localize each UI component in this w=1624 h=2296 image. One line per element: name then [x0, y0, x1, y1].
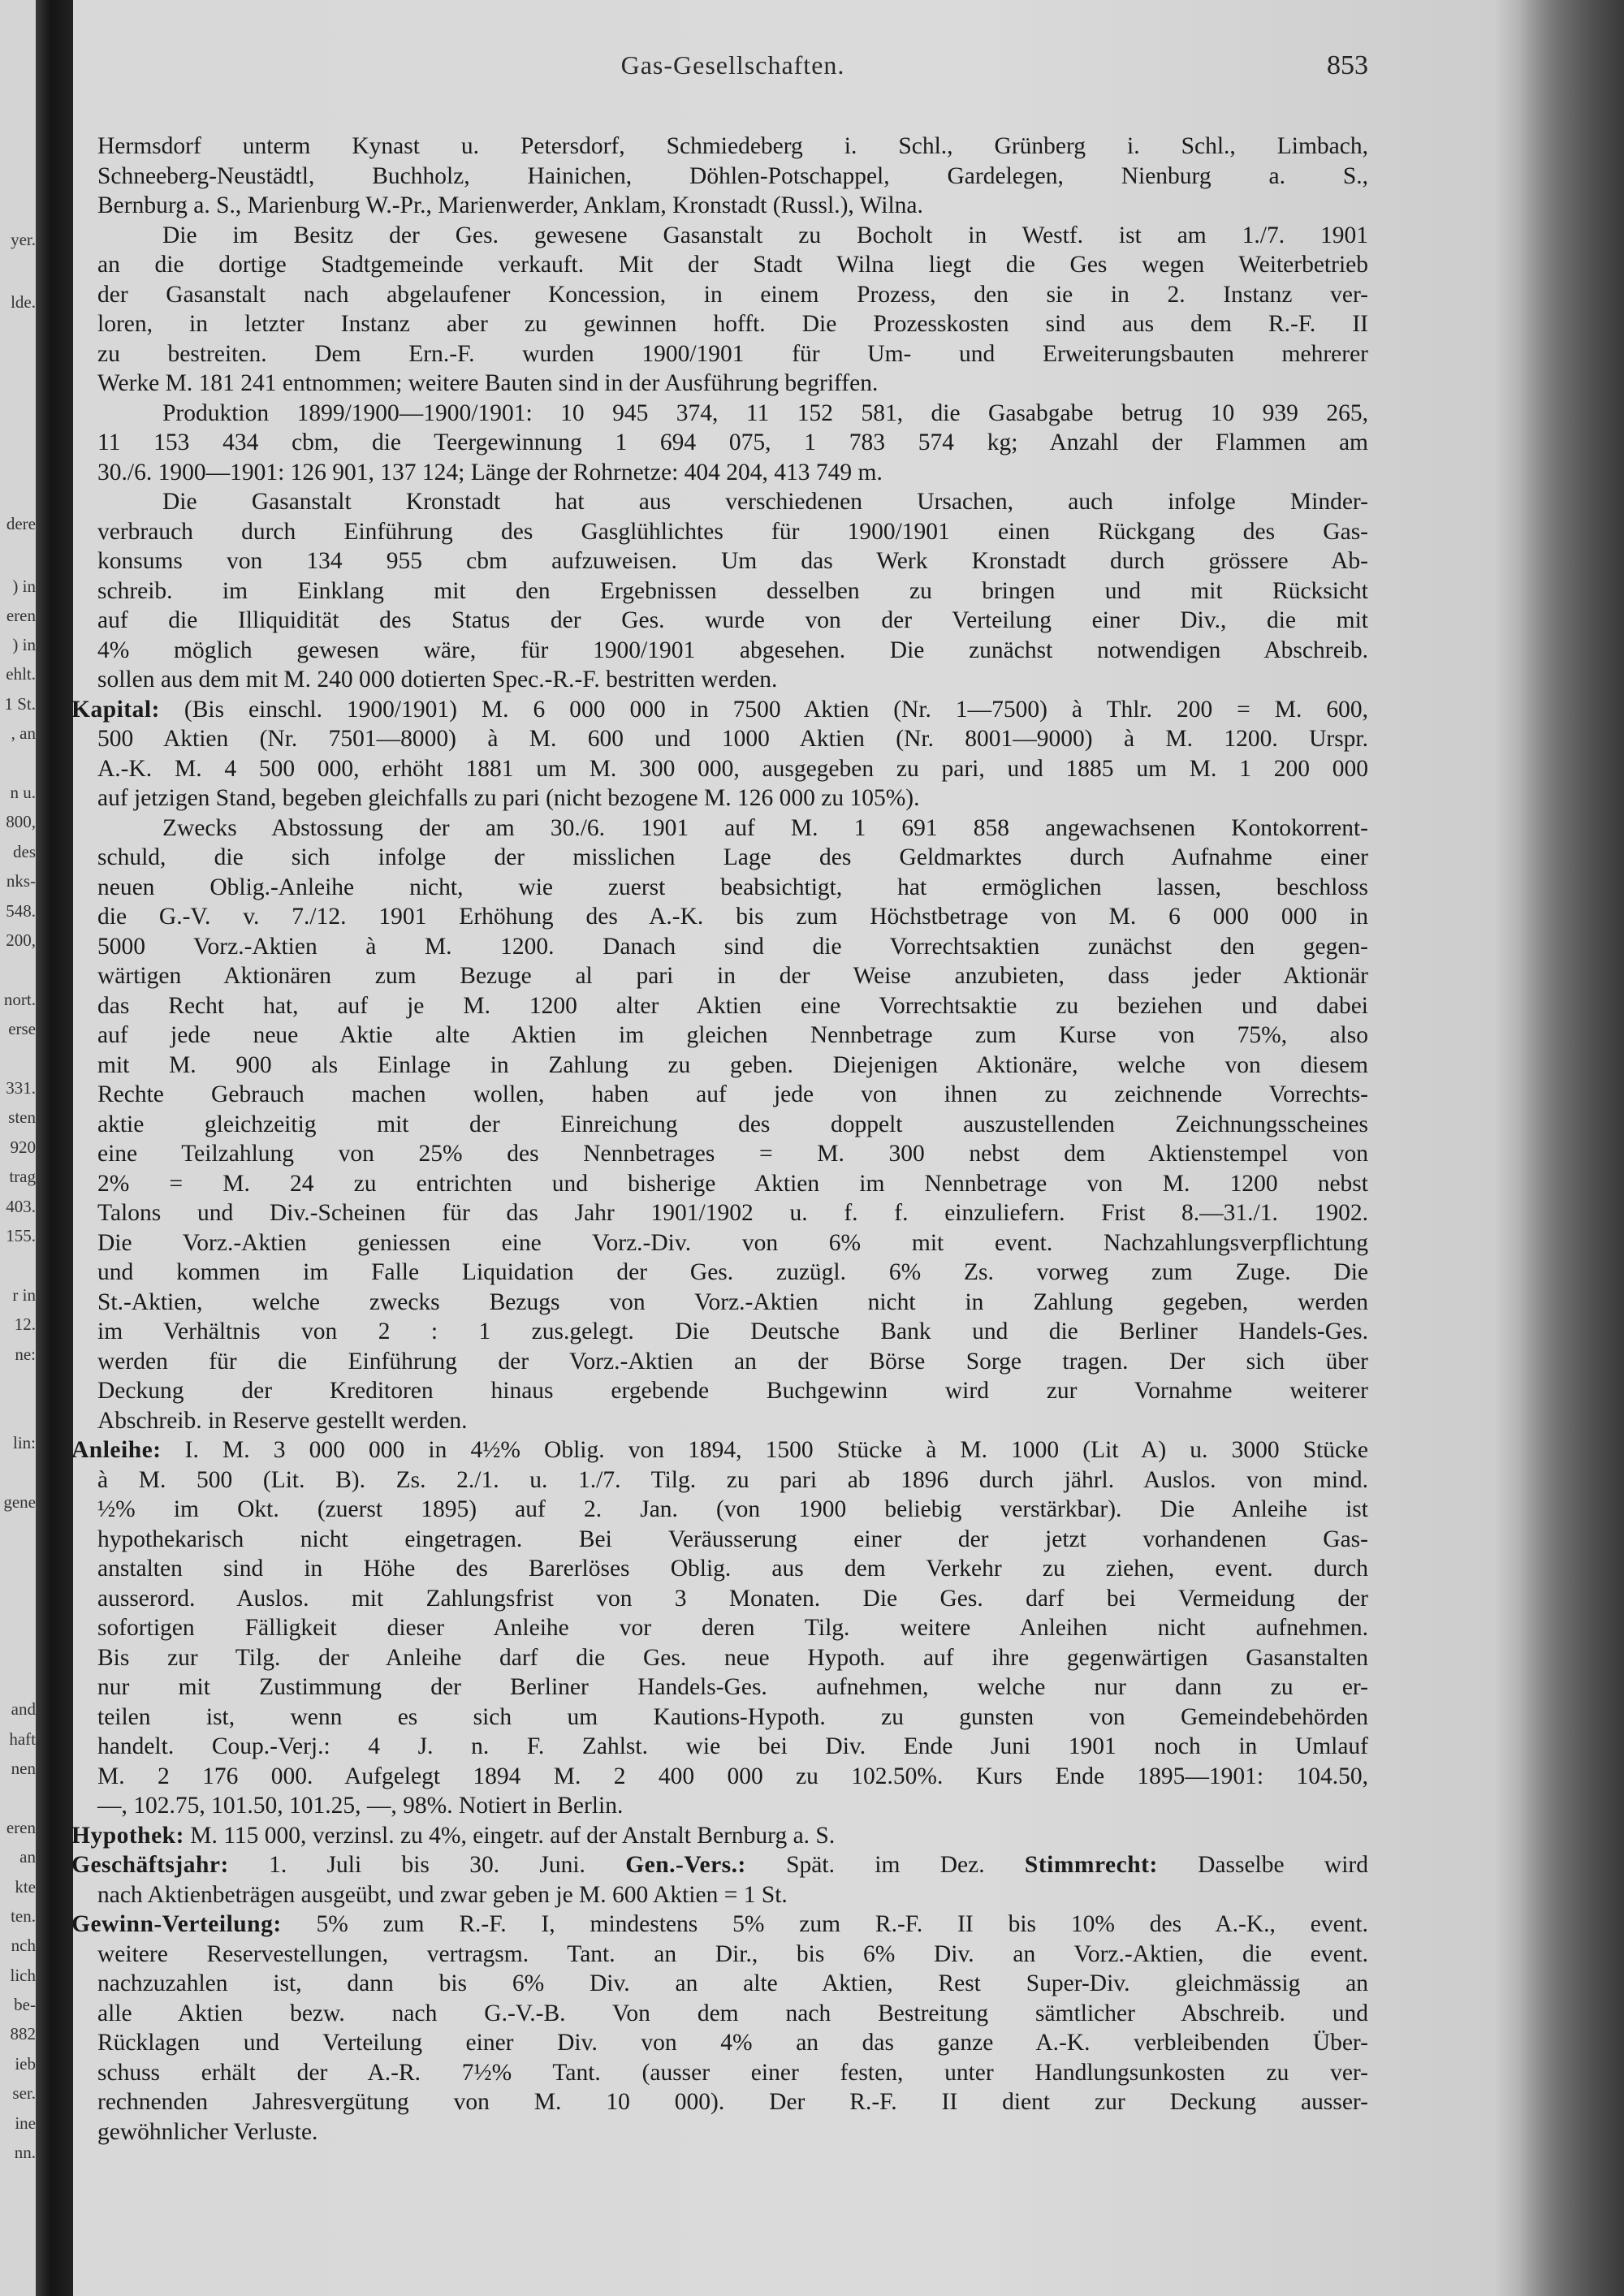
margin-fragment: 200,	[6, 930, 36, 950]
paragraph-line: mit M. 900 als Einlage in Zahlung zu geben. Diejenigen Aktionäre, welche von diesem	[97, 1051, 1368, 1078]
paragraph-line: schreib. im Einklang mit den Ergebnissen desselben zu bringen und mit Rücksicht	[97, 577, 1368, 604]
margin-fragment: ser.	[12, 2083, 36, 2103]
margin-fragment: lde.	[11, 292, 36, 312]
paragraph-line: sollen aus dem mit M. 240 000 dotierten Spec.-R.-F. bestritten werden.	[97, 667, 778, 693]
margin-fragment: 1 St.	[4, 694, 36, 714]
paragraph-line: nur mit Zustimmung der Berliner Handels-Ges. aufnehmen, welche nur dann zu er-	[97, 1674, 1368, 1700]
paragraph-line: Die im Besitz der Ges. gewesene Gasanstalt zu Bocholt in Westf. ist am 1./7. 1901	[162, 222, 1368, 248]
margin-fragment: erse	[8, 1019, 36, 1038]
margin-fragment: trag	[9, 1167, 36, 1186]
paragraph-line: à M. 500 (Lit. B). Zs. 2./1. u. 1./7. Tilg. zu pari ab 1896 durch jährl. Auslos. von mind.	[97, 1466, 1368, 1493]
margin-fragment: eren	[6, 606, 36, 625]
margin-fragment: 920	[10, 1137, 36, 1157]
paragraph-line: Hermsdorf unterm Kynast u. Petersdorf, Schmiedeberg i. Schl., Grünberg i. Schl., Limbach,	[97, 133, 1368, 159]
paragraph-line	[71, 1821, 1368, 1851]
margin-fragment: ine	[15, 2113, 36, 2133]
paragraph-line: handelt. Coup.-Verj.: 4 J. n. F. Zahlst. wie bei Div. Ende Juni 1901 noch in Umlauf	[97, 1733, 1368, 1759]
inline-text: (Bis einschl. 1900/1901) M. 6 000 000 in 7500 Aktien (Nr. 1—7500) à Thlr. 200 = M. 600,	[159, 696, 1368, 723]
paragraph-line	[71, 1910, 1368, 1940]
margin-fragment: an	[19, 1847, 36, 1867]
page-body	[71, 132, 1368, 2147]
running-header	[97, 50, 1368, 91]
margin-fragment: kte	[15, 1877, 36, 1897]
running-title: Gas-Gesellschaften.	[620, 50, 845, 80]
paragraph-line: nach Aktienbeträgen ausgeübt, und zwar geben je M. 600 Aktien = 1 St.	[97, 1881, 788, 1908]
margin-fragment: 548.	[6, 901, 36, 921]
margin-fragment: des	[13, 842, 36, 861]
paragraph-line: Die Vorz.-Aktien geniessen eine Vorz.-Div. von 6% mit event. Nachzahlungsverpflichtung	[97, 1229, 1368, 1256]
paragraph-line: sofortigen Fälligkeit dieser Anleihe vor deren Tilg. weitere Anleihen nicht aufnehmen.	[97, 1615, 1368, 1641]
paragraph	[97, 221, 1368, 399]
margin-fragment: ) in	[12, 576, 36, 596]
paragraph-line: auf die Illiquidität des Status der Ges. wurde von der Verteilung einer Div., die mit	[97, 607, 1368, 633]
margin-fragment: lich	[10, 1966, 36, 1985]
margin-fragment: nen	[11, 1759, 36, 1778]
paragraph	[71, 1850, 1368, 1910]
paragraph-line: Zwecks Abstossung der am 30./6. 1901 auf M. 1 691 858 angewachsenen Kontokorrent-	[162, 814, 1368, 841]
section-label: Gewinn-Verteilung:	[71, 1911, 282, 1937]
paragraph	[97, 814, 1368, 1436]
paragraph-line: nachzuzahlen ist, dann bis 6% Div. an alte Aktien, Rest Super-Div. gleichmässig an	[97, 1970, 1368, 1996]
paragraph-line	[71, 695, 1368, 725]
paragraph-line: der Gasanstalt nach abgelaufener Koncession, in einem Prozess, den sie in 2. Instanz ver-	[97, 281, 1368, 308]
paragraph-line: verbrauch durch Einführung des Gasglühlichtes für 1900/1901 einen Rückgang des Gas-	[97, 518, 1368, 545]
margin-fragment: lin:	[12, 1433, 36, 1452]
section-label: Stimmrecht:	[1024, 1852, 1158, 1878]
paragraph-line: M. 2 176 000. Aufgelegt 1894 M. 2 400 000 zu 102.50%. Kurs Ende 1895—1901: 104.50,	[97, 1763, 1368, 1789]
inline-text: Dasselbe wird	[1157, 1852, 1368, 1878]
margin-fragment: ehlt.	[6, 664, 36, 684]
paragraph-line: hypothekarisch nicht eingetragen. Bei Veräusserung einer der jetzt vorhandenen Gas-	[97, 1526, 1368, 1552]
margin-fragment: nch	[11, 1936, 36, 1955]
paragraph-line	[71, 1850, 1368, 1880]
paragraph	[97, 399, 1368, 488]
paragraph-line: zu bestreiten. Dem Ern.-F. wurden 1900/1901 für Um- und Erweiterungsbauten mehrerer	[97, 340, 1368, 367]
paragraph-line: die G.-V. v. 7./12. 1901 Erhöhung des A.-K. bis zum Höchstbetrage von M. 6 000 000 in	[97, 904, 1368, 930]
margin-fragment: 882	[10, 2024, 36, 2044]
paragraph-line: schuss erhält der A.-R. 7½% Tant. (ausser einer festen, unter Handlungsunkosten zu ver-	[97, 2059, 1368, 2086]
paragraph	[97, 132, 1368, 221]
margin-fragment: and	[11, 1699, 36, 1719]
margin-fragment: sten	[8, 1107, 36, 1127]
paragraph-line: Die Gasanstalt Kronstadt hat aus verschiedenen Ursachen, auch infolge Minder-	[162, 489, 1368, 515]
paragraph-line: —, 102.75, 101.50, 101.25, —, 98%. Notiert in Berlin.	[97, 1793, 624, 1819]
paragraph-line: im Verhältnis von 2 : 1 zus.gelegt. Die Deutsche Bank und die Berliner Handels-Ges.	[97, 1318, 1368, 1344]
paragraph-line: alle Aktien bezw. nach G.-V.-B. Von dem nach Bestreitung sämtlicher Abschreib. und	[97, 2000, 1368, 2026]
adjacent-page-margin	[0, 0, 36, 2296]
paragraph	[71, 1910, 1368, 2147]
paragraph-line: auf jetzigen Stand, begeben gleichfalls zu pari (nicht bezogene M. 126 000 zu 105%).	[97, 785, 920, 811]
margin-fragment: ten.	[11, 1906, 36, 1926]
paragraph-line: 4% möglich gewesen wäre, für 1900/1901 abgesehen. Die zunächst notwendigen Abschreib.	[97, 637, 1368, 663]
paragraph-line: 500 Aktien (Nr. 7501—8000) à M. 600 und 1000 Aktien (Nr. 8001—9000) à M. 1200. Urspr.	[97, 726, 1368, 752]
section-label: Anleihe:	[71, 1437, 162, 1463]
paragraph-line: Schneeberg-Neustädtl, Buchholz, Hainichen, Döhlen-Potschappel, Gardelegen, Nienburg a. S.,	[97, 162, 1368, 189]
margin-fragment: nort.	[3, 990, 36, 1009]
margin-fragment: 331.	[6, 1078, 36, 1098]
margin-fragment: nn.	[14, 2143, 36, 2162]
margin-fragment: nks-	[6, 871, 36, 891]
page-edge-shadow	[1518, 0, 1624, 2296]
inline-text: 5% zum R.-F. I, mindestens 5% zum R.-F. II bis 10% des A.-K., event.	[281, 1911, 1368, 1937]
paragraph-line: Werke M. 181 241 entnommen; weitere Bauten sind in der Ausführung begriffen.	[97, 370, 879, 396]
margin-fragment: n u.	[10, 783, 36, 802]
paragraph-line: Bis zur Tilg. der Anleihe darf die Ges. neue Hypoth. auf ihre gegenwärtigen Gasanstalten	[97, 1644, 1368, 1671]
section-label: Hypothek:	[71, 1822, 184, 1849]
margin-fragment: 403.	[6, 1197, 36, 1216]
paragraph-line: Produktion 1899/1900—1900/1901: 10 945 374, 11 152 581, die Gasabgabe betrug 10 939 265,	[162, 399, 1368, 426]
paragraph-line: rechnenden Jahresvergütung von M. 10 000). Der R.-F. II dient zur Deckung ausser-	[97, 2089, 1368, 2115]
section-label: Kapital:	[71, 696, 160, 723]
inline-text: M. 115 000, verzinsl. zu 4%, eingetr. auf der Anstalt Bernburg a. S.	[184, 1822, 836, 1849]
margin-fragment: 155.	[6, 1226, 36, 1245]
paragraph-line: gewöhnlicher Verluste.	[97, 2118, 318, 2145]
margin-fragment: ne:	[15, 1344, 36, 1364]
paragraph	[71, 1821, 1368, 1851]
paragraph-line: auf jede neue Aktie alte Aktien im gleichen Nennbetrage zum Kurse von 75%, also	[97, 1022, 1368, 1048]
section-label: Gen.-Vers.:	[625, 1852, 746, 1878]
paragraph-line: Bernburg a. S., Marienburg W.-Pr., Marienwerder, Anklam, Kronstadt (Russl.), Wilna.	[97, 192, 923, 218]
paragraph-line: 11 153 434 cbm, die Teergewinnung 1 694 075, 1 783 574 kg; Anzahl der Flammen am	[97, 429, 1368, 455]
paragraph-line: das Recht hat, auf je M. 1200 alter Aktien eine Vorrechtsaktie zu beziehen und dabei	[97, 992, 1368, 1019]
paragraph-line: neuen Oblig.-Anleihe nicht, wie zuerst beabsichtigt, hat ermöglichen lassen, beschloss	[97, 874, 1368, 900]
paragraph-line: 5000 Vorz.-Aktien à M. 1200. Danach sind die Vorrechtsaktien zunächst den gegen-	[97, 933, 1368, 960]
paragraph-line: werden für die Einführung der Vorz.-Aktien an der Börse Sorge tragen. Der sich über	[97, 1348, 1368, 1375]
paragraph-line: 30./6. 1900—1901: 126 901, 137 124; Länge der Rohrnetze: 404 204, 413 749 m.	[97, 459, 883, 486]
margin-fragment: r in	[12, 1285, 36, 1305]
paragraph-line: ½% im Okt. (zuerst 1895) auf 2. Jan. (von 1900 beliebig verstärkbar). Die Anleihe ist	[97, 1496, 1368, 1522]
paragraph-line: an die dortige Stadtgemeinde verkauft. Mit der Stadt Wilna liegt die Ges wegen Weiterbetrieb	[97, 252, 1368, 278]
margin-fragment: be-	[14, 1995, 36, 2014]
paragraph-line: Deckung der Kreditoren hinaus ergebende Buchgewinn wird zur Vornahme weiterer	[97, 1378, 1368, 1404]
page-number: 853	[1327, 50, 1368, 80]
margin-fragment: ieb	[15, 2054, 36, 2074]
paragraph-line: teilen ist, wenn es sich um Kautions-Hypoth. zu gunsten von Gemeindebehörden	[97, 1703, 1368, 1730]
paragraph-line: eine Teilzahlung von 25% des Nennbetrages = M. 300 nebst dem Aktienstempel von	[97, 1141, 1368, 1167]
margin-fragment: 800,	[6, 812, 36, 831]
margin-fragment: yer.	[11, 230, 36, 249]
paragraph-line: loren, in letzter Instanz aber zu gewinnen hofft. Die Prozesskosten sind aus dem R.-F. II	[97, 311, 1368, 337]
inline-text: 1. Juli bis 30. Juni.	[228, 1852, 626, 1878]
paragraph-line	[71, 1435, 1368, 1465]
section-label: Geschäftsjahr:	[71, 1852, 229, 1878]
paragraph-line: wärtigen Aktionären zum Bezuge al pari in der Weise anzubieten, dass jeder Aktionär	[97, 963, 1368, 989]
margin-fragment: ) in	[12, 635, 36, 654]
paragraph-line: St.-Aktien, welche zwecks Bezugs von Vorz.-Aktien nicht in Zahlung gegeben, werden	[97, 1288, 1368, 1315]
paragraph-line: Abschreib. in Reserve gestellt werden.	[97, 1407, 468, 1434]
paragraph-line: Talons und Div.-Scheinen für das Jahr 1901/1902 u. f. f. einzuliefern. Frist 8.—31./1. 1902.	[97, 1200, 1368, 1226]
paragraph-line: anstalten sind in Höhe des Barerlöses Oblig. aus dem Verkehr zu ziehen, event. durch	[97, 1556, 1368, 1582]
paragraph-line: und kommen im Falle Liquidation der Ges. zuzügl. 6% Zs. vorweg zum Zuge. Die	[97, 1259, 1368, 1285]
margin-fragment: 12.	[14, 1314, 36, 1334]
binding-gutter	[36, 0, 73, 2296]
inline-text: I. M. 3 000 000 in 4½% Oblig. von 1894, 1500 Stücke à M. 1000 (Lit A) u. 3000 Stücke	[161, 1437, 1368, 1463]
paragraph-line: 2% = M. 24 zu entrichten und bisherige Aktien im Nennbetrage von M. 1200 nebst	[97, 1170, 1368, 1197]
margin-fragment: haft	[9, 1729, 36, 1749]
paragraph-line: Rechte Gebrauch machen wollen, haben auf jede von ihnen zu zeichnende Vorrechts-	[97, 1081, 1368, 1107]
margin-fragment: gene	[3, 1492, 36, 1512]
paragraph	[97, 487, 1368, 695]
paragraph-line: schuld, die sich infolge der misslichen Lage des Geldmarktes durch Aufnahme einer	[97, 844, 1368, 870]
inline-text: Spät. im Dez.	[745, 1852, 1025, 1878]
paragraph	[71, 1435, 1368, 1821]
paragraph-line: konsums von 134 955 cbm aufzuweisen. Um das Werk Kronstadt durch grössere Ab-	[97, 548, 1368, 574]
paragraph-line: A.-K. M. 4 500 000, erhöht 1881 um M. 300 000, ausgegeben zu pari, und 1885 um M. 1 200 000	[97, 755, 1368, 782]
paragraph-line: Rücklagen und Verteilung einer Div. von 4% an das ganze A.-K. verbleibenden Über-	[97, 2030, 1368, 2056]
paragraph-line: aktie gleichzeitig mit der Einreichung des doppelt auszustellenden Zeichnungsscheines	[97, 1111, 1368, 1137]
margin-fragment: dere	[6, 514, 36, 533]
paragraph-line: ausserord. Auslos. mit Zahlungsfrist von 3 Monaten. Die Ges. darf bei Vermeidung der	[97, 1585, 1368, 1612]
paragraph	[71, 695, 1368, 814]
margin-fragment: eren	[6, 1818, 36, 1837]
paragraph-line: weitere Reservestellungen, vertragsm. Tant. an Dir., bis 6% Div. an Vorz.-Aktien, die event.	[97, 1940, 1368, 1967]
margin-fragment: , an	[11, 723, 36, 743]
